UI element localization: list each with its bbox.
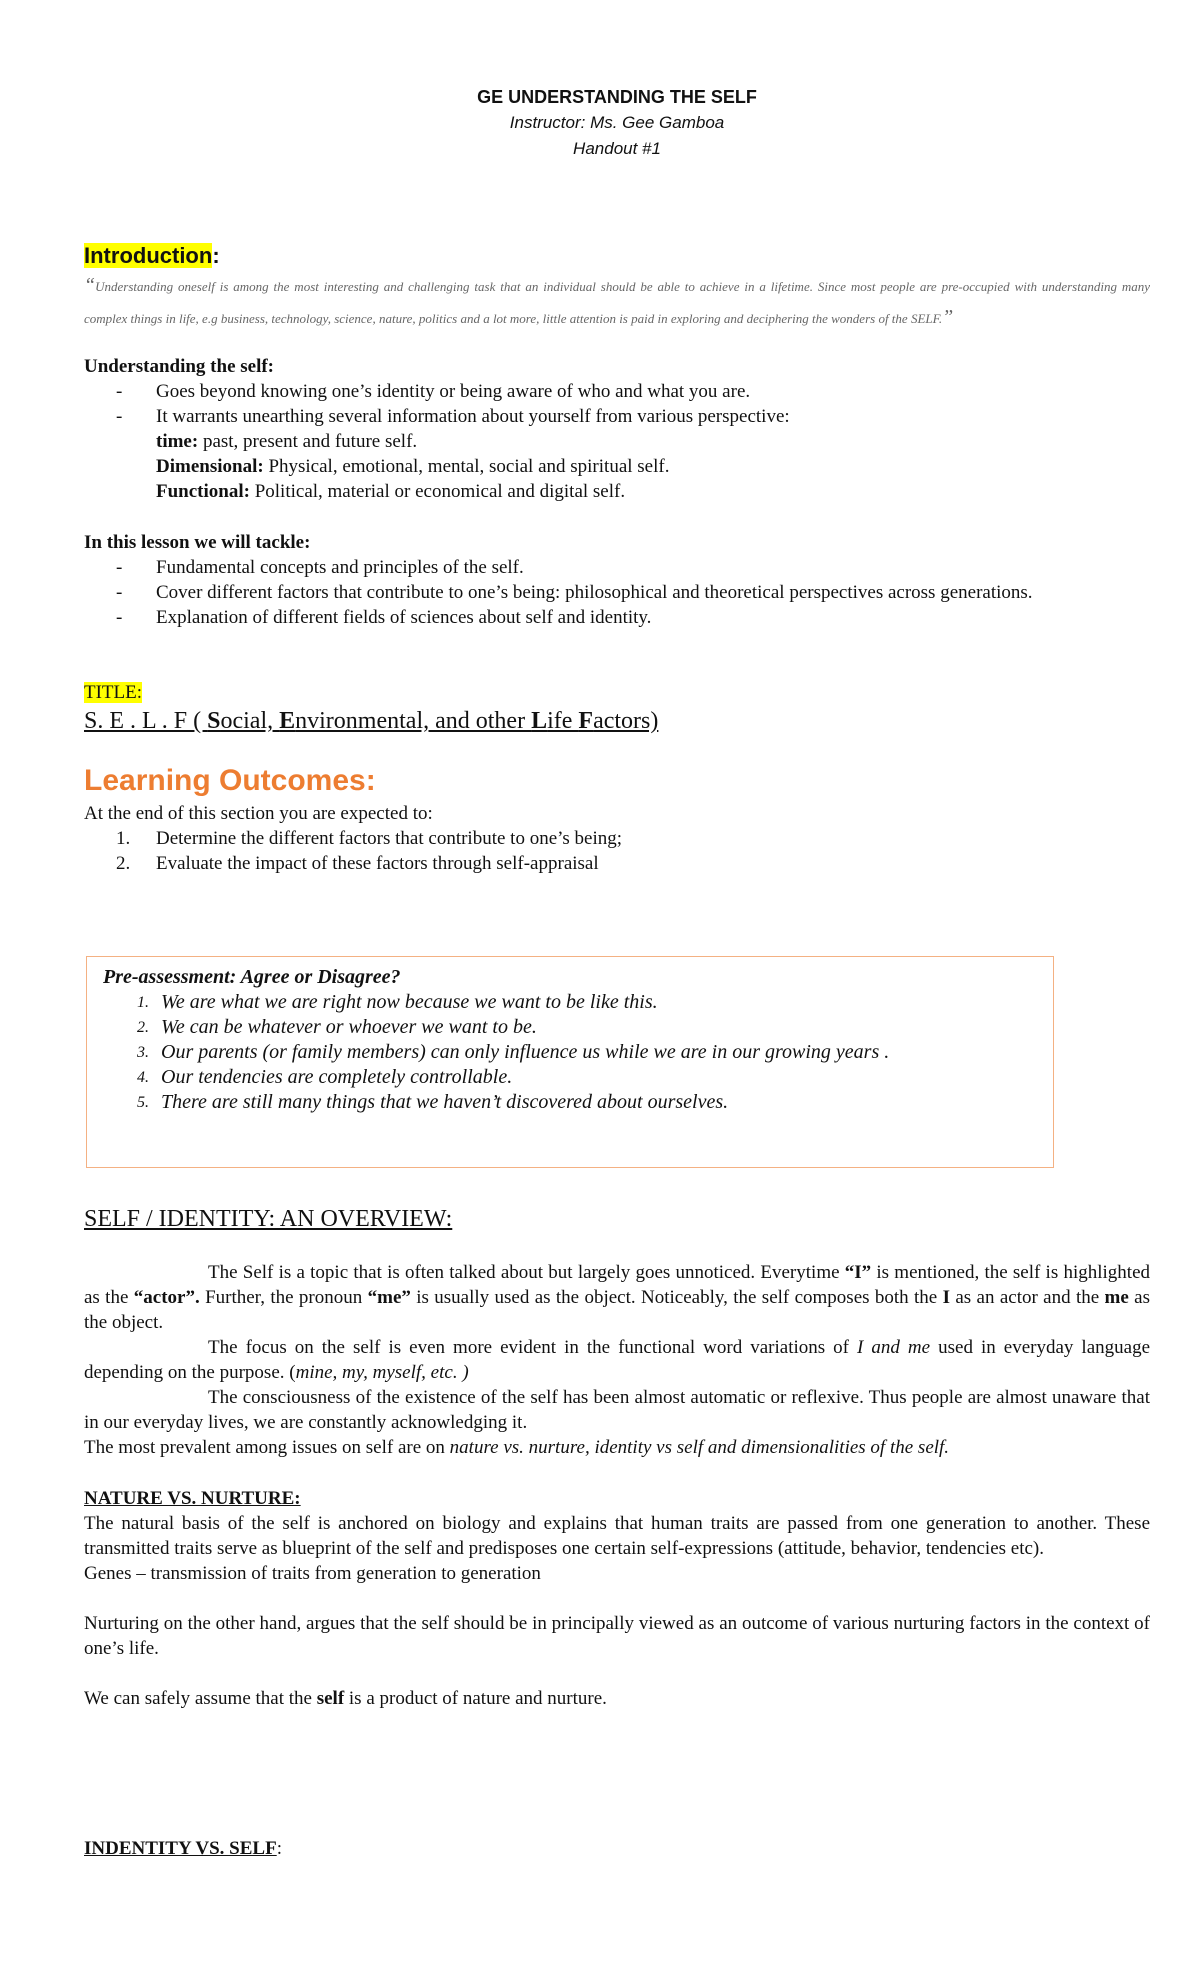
list-item <box>103 990 1037 1015</box>
list-item: - Fundamental concepts and principles of the self. <box>84 555 1150 580</box>
list-item <box>103 1065 1037 1090</box>
text-run: “actor”. <box>133 1287 200 1308</box>
item-number: 1. <box>137 994 149 1011</box>
text-run: as an actor and the <box>950 1287 1105 1308</box>
introduction-quote <box>84 270 1150 334</box>
text-run: Further, the pronoun <box>199 1287 368 1308</box>
perspective-text: Physical, emotional, mental, social and spiritual self. <box>263 456 670 477</box>
text-run: is mentioned, the self is highlighted as the <box>84 1262 1151 1308</box>
item-text: We are what we are right now because we want to be like this. <box>161 991 658 1013</box>
understanding-section <box>84 354 1150 504</box>
perspective-time <box>84 429 1150 454</box>
nature-paragraph: The natural basis of the self is anchored on biology and explains that human traits are passed from one generation to another. These transmitted traits serve as blueprint of the self and predisposes one certain self-expressions (attitude, behavior, tendencies etc). <box>84 1513 1150 1559</box>
list-item <box>103 1040 1037 1065</box>
text-run: The most prevalent among issues on self are on <box>84 1437 450 1458</box>
title-part: S. E . L . F ( <box>84 708 208 734</box>
introduction-colon: : <box>212 243 220 268</box>
learning-outcomes-heading: Learning Outcomes: <box>84 764 376 797</box>
identity-self-heading <box>84 1836 1150 1861</box>
item-text: Our parents (or family members) can only influence us while we are in our growing years . <box>161 1041 890 1063</box>
title-label <box>84 680 1150 705</box>
identity-heading-colon: : <box>276 1838 282 1859</box>
title-letter: F <box>578 708 594 734</box>
conclusion-paragraph <box>84 1686 1150 1711</box>
overview-paragraph: The consciousness of the existence of the self has been almost automatic or reflexive. Thus people are almost unaware that in our everyday lives, we are constantly acknowledging it. <box>84 1387 1150 1433</box>
preassessment-box <box>86 956 1054 1168</box>
nurture-paragraph: Nurturing on the other hand, argues that the self should be in principally viewed as an outcome of various nurturing factors in the context of one’s life. <box>84 1613 1150 1659</box>
text-run: The Self is a topic that is often talked about but largely goes unnoticed. Everytime <box>208 1262 845 1283</box>
perspective-dimensional <box>84 454 1150 479</box>
overview-paragraph <box>84 1435 1150 1460</box>
text-run: me <box>1104 1287 1129 1308</box>
text-run: I <box>942 1287 951 1308</box>
quote-text: Understanding oneself is among the most interesting and challenging task that an individual should be able to achieve in a lifetime. Since most people are pre-occupied with understanding many complex things in life, e.g business, technology, science, nature, politics and a lot more, little attention is paid in exploring and deciphering the wonders of the SELF. <box>84 279 1150 326</box>
lesson-section <box>84 530 1150 630</box>
text-run: We can safely assume that the <box>84 1688 317 1709</box>
overview-heading: SELF / IDENTITY: AN OVERVIEW: <box>84 1206 453 1232</box>
item-number: 4. <box>137 1069 149 1086</box>
genes-line: Genes – transmission of traits from generation to generation <box>84 1563 541 1584</box>
item-text: Our tendencies are completely controllable. <box>161 1066 513 1088</box>
title-part: ocial, <box>220 708 280 734</box>
item-text: Determine the different factors that contribute to one’s being; <box>156 828 623 849</box>
text-run: is a product of nature and nurture. <box>344 1688 607 1709</box>
list-item <box>103 1090 1037 1115</box>
list-item: - Explanation of different fields of sciences about self and identity. <box>84 605 1150 630</box>
text-run: “I” <box>844 1262 872 1283</box>
lesson-list <box>84 555 1150 630</box>
handout-number: Handout #1 <box>573 139 661 158</box>
perspective-text: Political, material or economical and digital self. <box>249 481 626 502</box>
list-item: - Goes beyond knowing one’s identity or being aware of who and what you are. <box>84 379 1150 404</box>
text-run: “me” <box>367 1287 411 1308</box>
document-header <box>84 84 1150 162</box>
item-number: 3. <box>137 1044 149 1061</box>
text-run: I and me <box>857 1337 931 1358</box>
title-part: actors) <box>593 708 659 734</box>
item-number: 2. <box>116 853 131 874</box>
title-letter: E <box>279 708 296 734</box>
item-text: Evaluate the impact of these factors through self-appraisal <box>156 853 599 874</box>
title-letter: S <box>207 708 221 734</box>
list-item: - Cover different factors that contribute to one’s being: philosophical and theoretical perspectives across generations. <box>84 580 1150 605</box>
lesson-heading: In this lesson we will tackle: <box>84 532 311 553</box>
list-item: - It warrants unearthing several information about yourself from various perspective: <box>84 404 1150 429</box>
text-run: The focus on the self is even more evident in the functional word variations of <box>208 1337 858 1358</box>
preassessment-title: Pre-assessment: Agree or Disagree? <box>103 966 401 988</box>
item-number: 2. <box>137 1019 149 1036</box>
identity-heading-text: INDENTITY VS. SELF <box>84 1838 277 1859</box>
document-title: GE UNDERSTANDING THE SELF <box>477 87 757 107</box>
text-run: self <box>316 1688 345 1709</box>
perspective-label: Functional: <box>156 481 250 502</box>
self-acronym-title <box>84 705 1150 737</box>
list-item <box>84 826 1150 851</box>
title-part: nvironmental, and other <box>295 708 532 734</box>
perspective-functional <box>84 479 1150 504</box>
title-letter: L <box>531 708 548 734</box>
title-label-text: TITLE: <box>84 682 143 703</box>
title-part: ife <box>547 708 579 734</box>
overview-body <box>84 1260 1150 1861</box>
list-item <box>103 1015 1037 1040</box>
text-run: mine, my, myself, etc. ) <box>295 1362 469 1383</box>
perspective-label: Dimensional: <box>156 456 264 477</box>
open-quote-mark: “ <box>84 274 96 296</box>
instructor-line: Instructor: Ms. Gee Gamboa <box>509 113 725 132</box>
learning-outcomes-list <box>84 826 1150 876</box>
perspective-text: past, present and future self. <box>198 431 418 452</box>
overview-paragraph <box>84 1335 1150 1385</box>
overview-paragraph <box>84 1260 1150 1335</box>
perspective-label: time: <box>156 431 199 452</box>
document-body <box>84 0 1150 876</box>
item-text: There are still many things that we haven’t discovered about ourselves. <box>161 1091 729 1113</box>
introduction-label: Introduction <box>84 243 213 268</box>
nature-nurture-heading: NATURE VS. NURTURE: <box>84 1488 301 1509</box>
item-number: 5. <box>137 1094 149 1111</box>
item-number: 1. <box>116 828 131 849</box>
text-run: is usually used as the object. Noticeably, the self composes both the <box>410 1287 943 1308</box>
close-quote-mark: ” <box>942 306 954 328</box>
text-run: nature vs. nurture, identity vs self and dimensionalities of the self. <box>449 1437 950 1458</box>
introduction-heading <box>84 242 1150 270</box>
preassessment-list <box>103 990 1037 1115</box>
understanding-list <box>84 379 1150 429</box>
text-run: used in everyday language depending on the purpose. ( <box>84 1337 1151 1383</box>
list-item <box>84 851 1150 876</box>
item-text: We can be whatever or whoever we want to be. <box>161 1016 537 1038</box>
learning-outcomes-intro: At the end of this section you are expected to: <box>84 803 433 824</box>
understanding-heading: Understanding the self: <box>84 356 275 377</box>
text-run: as the object. <box>84 1287 1150 1333</box>
